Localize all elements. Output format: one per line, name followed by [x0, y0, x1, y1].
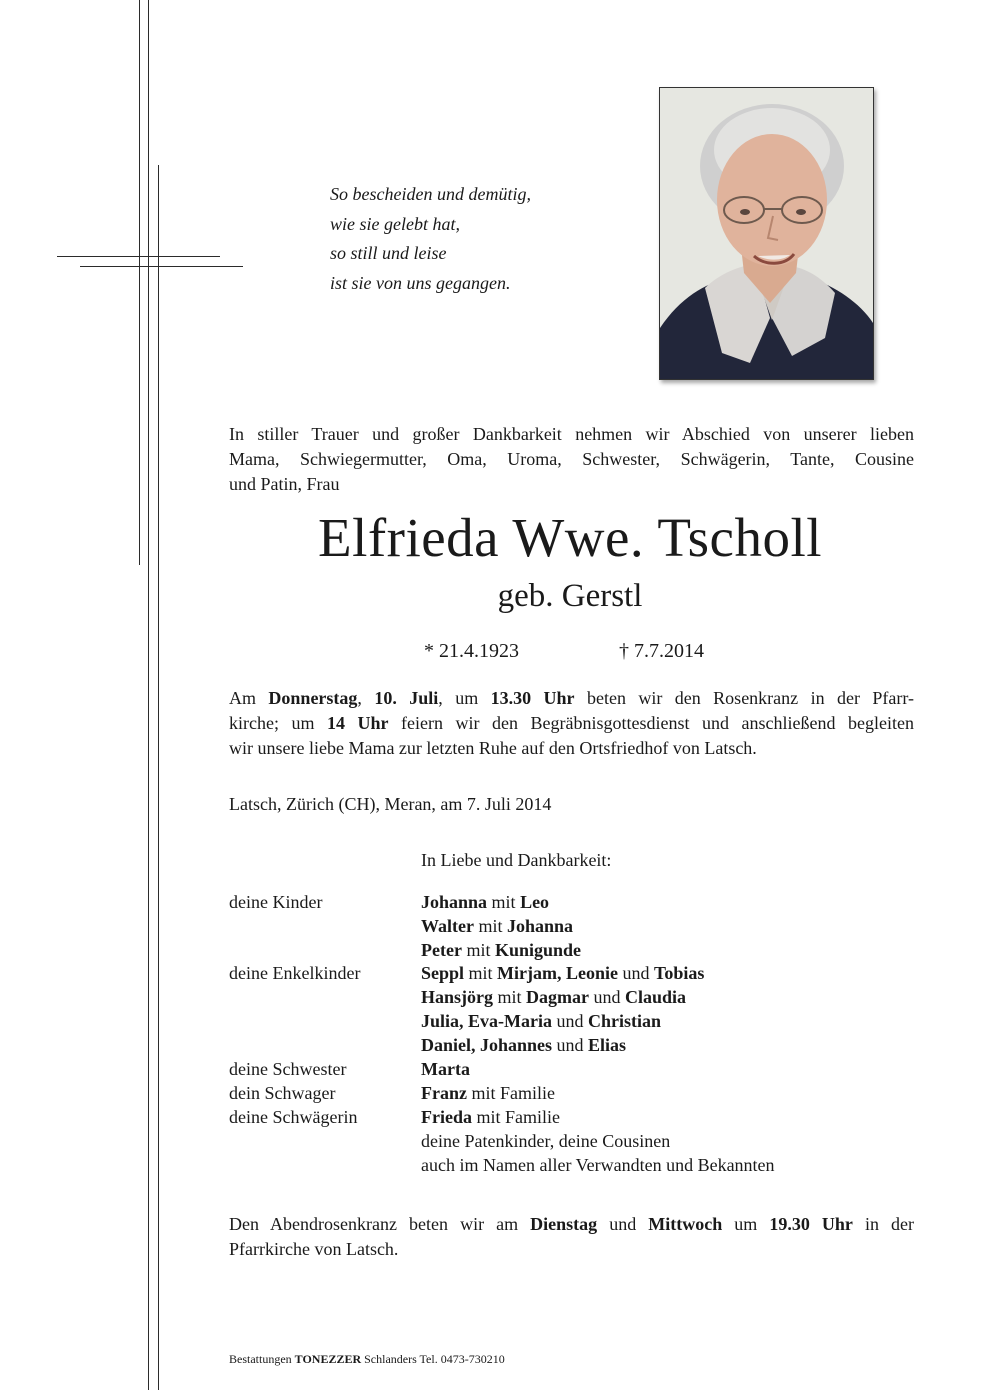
relative-names: Marta	[421, 1059, 470, 1079]
intro-paragraph	[229, 422, 914, 497]
weekday: Donnerstag	[268, 688, 358, 708]
poem-line: ist sie von uns gegangen.	[330, 272, 511, 293]
death-date: † 7.7.2014	[619, 640, 704, 662]
poem-line: wie sie gelebt hat,	[330, 213, 460, 234]
relative-names: Peter mit Kunigunde	[421, 940, 582, 960]
relative-names: Julia, Eva-Maria und Christian	[421, 1011, 662, 1031]
service-line: Am Donnerstag, 10. Juli, um 13.30 Uhr beten wir den Rosenkranz in der Pfarr-	[229, 688, 915, 708]
cross-vertical-line-right	[158, 165, 159, 1390]
mass-time: 14 Uhr	[327, 713, 389, 733]
evening-line: Pfarrkirche von Latsch.	[229, 1239, 399, 1259]
funeral-home-footer: Bestattungen TONEZZER Schlanders Tel. 0473-730210	[229, 1352, 505, 1366]
relative-names: Seppl mit Mirjam, Leonie und Tobias	[421, 963, 705, 983]
relative-names: Franz mit Familie	[421, 1083, 555, 1103]
cross-vertical-line-mid	[148, 0, 149, 1390]
portrait-photo	[659, 87, 874, 380]
cross-horizontal-line-top	[57, 256, 220, 257]
service-paragraph	[229, 686, 914, 761]
relative-label: deine Schwägerin	[229, 1107, 358, 1127]
birth-name: geb. Gerstl	[497, 578, 643, 614]
intro-line: und Patin, Frau	[229, 474, 340, 494]
poem-line: So bescheiden und demütig,	[330, 184, 531, 204]
relative-names: Hansjörg mit Dagmar und Claudia	[421, 987, 687, 1007]
cross-vertical-line-left	[139, 0, 140, 565]
deceased-name: Elfrieda Wwe. Tscholl	[317, 507, 823, 568]
relative-names: Johanna mit Leo	[421, 892, 550, 912]
relative-names: Daniel, Johannes und Elias	[421, 1035, 627, 1055]
relative-names: Frieda mit Familie	[421, 1107, 560, 1127]
relative-label: deine Enkelkinder	[229, 963, 361, 983]
intro-line: In stiller Trauer und großer Dankbarkeit nehmen wir Abschied von unserer lieben	[229, 424, 914, 444]
funeral-home-name: TONEZZER	[294, 1352, 362, 1366]
evening-paragraph	[229, 1212, 914, 1262]
cross-horizontal-line-bottom	[80, 266, 243, 267]
service-line: wir unsere liebe Mama zur letzten Ruhe auf den Ortsfriedhof von Latsch.	[229, 738, 757, 758]
place-date: Latsch, Zürich (CH), Meran, am 7. Juli 2014	[229, 794, 552, 814]
poem	[330, 180, 531, 298]
relative-label: deine Kinder	[229, 892, 323, 912]
birth-date: * 21.4.1923	[424, 640, 519, 662]
gratitude-line: In Liebe und Dankbarkeit:	[421, 850, 612, 870]
intro-line: Mama, Schwiegermutter, Oma, Uroma, Schwester, Schwägerin, Tante, Cousine	[229, 449, 914, 469]
portrait-illustration	[660, 88, 873, 379]
evening-line: Den Abendrosenkranz beten wir am Dienstag und Mittwoch um 19.30 Uhr in der	[229, 1214, 915, 1234]
relative-names: Walter mit Johanna	[421, 916, 574, 936]
relative-label: dein Schwager	[229, 1083, 336, 1103]
relative-extra: auch im Namen aller Verwandten und Bekannten	[421, 1155, 775, 1175]
poem-line: so still und leise	[330, 243, 447, 263]
service-date: 10. Juli	[374, 688, 439, 708]
relative-extra: deine Patenkinder, deine Cousinen	[421, 1131, 671, 1151]
relative-label: deine Schwester	[229, 1059, 347, 1079]
rosary-time: 13.30 Uhr	[490, 688, 575, 708]
service-line: kirche; um 14 Uhr feiern wir den Begräbnisgottesdienst und anschließend begleiten	[229, 713, 914, 733]
